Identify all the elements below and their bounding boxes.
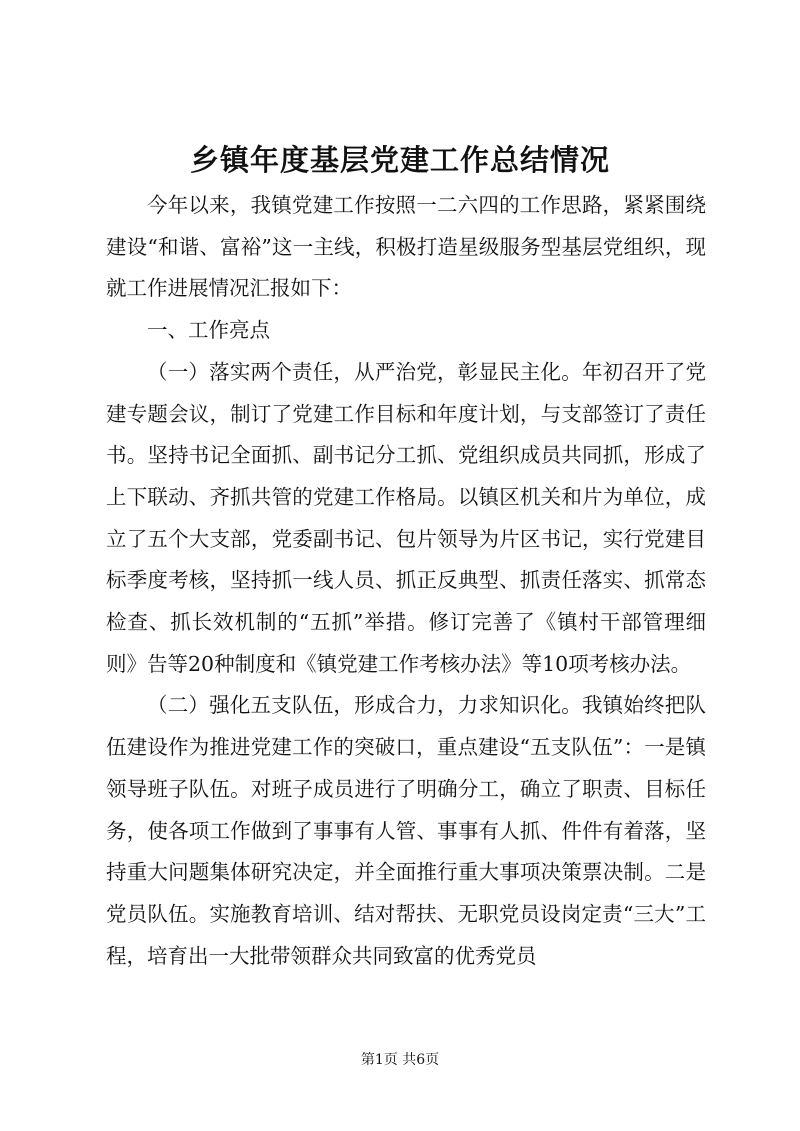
- document-body: [106, 185, 706, 977]
- page-footer: 第1页 共6页: [360, 1052, 440, 1068]
- section-heading: 一、工作亮点: [147, 318, 270, 343]
- document-title: 乡镇年度基层党建工作总结情况: [189, 143, 610, 177]
- intro-paragraph: 今年以来，我镇党建工作按照一二六四的工作思路，紧紧围绕建设“和谐、富裕”这一主线，积极打造星级服务型基层党组织，现就工作进展情况汇报如下：: [106, 193, 706, 301]
- body-paragraph: （二）强化五支队伍，形成合力，力求知识化。我镇始终把队伍建设作为推进党建工作的突破口，重点建设“五支队伍”：一是镇领导班子队伍。对班子成员进行了明确分工，确立了职责、目标任务，使各项工作做到了事事有人管、事事有人抓、件件有着落，坚持重大问题集体研究决定，并全面推行重大事项决策票决制。二是党员队伍。实施教育培训、结对帮扶、无职党员设岗定责“三大”工程，培育出一大批带领群众共同致富的优秀党员: [106, 693, 706, 968]
- body-paragraph: （一）落实两个责任，从严治党，彰显民主化。年初召开了党建专题会议，制订了党建工作目标和年度计划，与支部签订了责任书。坚持书记全面抓、副书记分工抓、党组织成员共同抓，形成了上下联动、齐抓共管的党建工作格局。以镇区机关和片为单位，成立了五个大支部，党委副书记、包片领导为片区书记，实行党建目标季度考核，坚持抓一线人员、抓正反典型、抓责任落实、抓常态检查、抓长效机制的“五抓”举措。修订完善了《镇村干部管理细则》告等20种制度和《镇党建工作考核办法》等10项考核办法。: [106, 359, 706, 676]
